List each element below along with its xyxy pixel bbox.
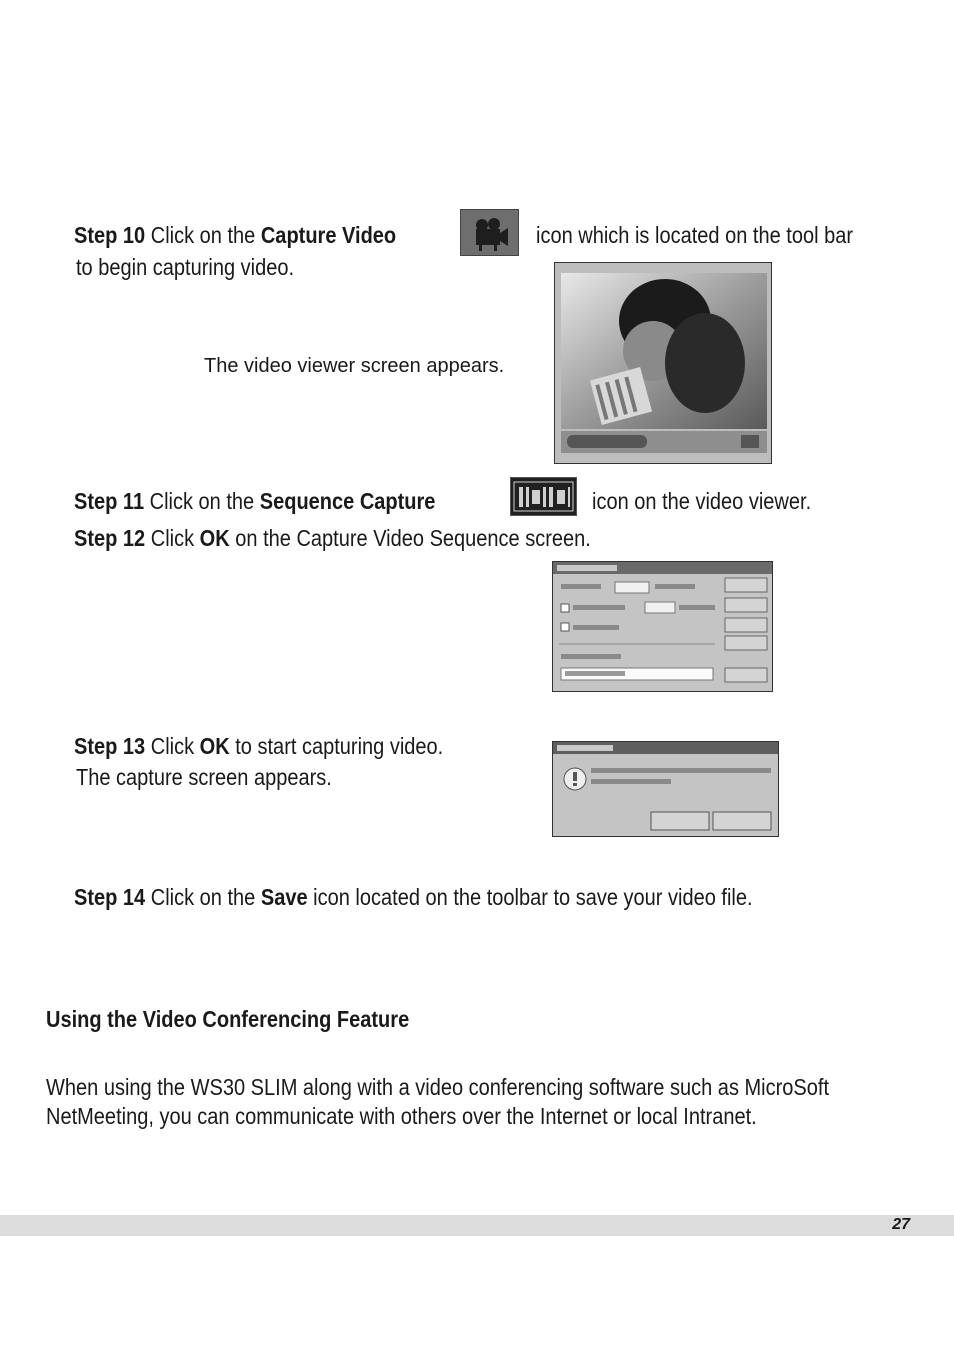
- step13-bold: OK: [199, 733, 230, 759]
- step14-line: [74, 883, 753, 911]
- step13-line2: The capture screen appears.: [76, 764, 332, 790]
- viewer-caption: The video viewer screen appears.: [204, 355, 505, 377]
- step11-line: [74, 487, 435, 515]
- page-number: 27: [892, 1216, 910, 1233]
- step10-label: Step 10: [74, 222, 146, 248]
- step11-text2: icon on the video viewer.: [592, 488, 812, 514]
- capture-prompt-dialog-screenshot: [552, 741, 779, 837]
- step12-line: [74, 524, 591, 552]
- section-heading: Using the Video Conferencing Feature: [46, 1006, 410, 1032]
- step11-label: Step 11: [74, 488, 145, 514]
- step10-line2: to begin capturing video.: [76, 254, 295, 280]
- step13-text1: Click: [145, 733, 200, 759]
- capture-sequence-dialog-screenshot: [552, 561, 773, 692]
- sequence-capture-icon: [510, 477, 577, 516]
- step14-text1: Click on the: [145, 884, 261, 910]
- step12-bold: OK: [199, 525, 230, 551]
- video-camera-icon: [460, 209, 519, 256]
- step14-text2: icon located on the toolbar to save your video file.: [307, 884, 753, 910]
- step13-line1: [74, 732, 443, 760]
- step13-text2: to start capturing video.: [229, 733, 444, 759]
- step12-label: Step 12: [74, 525, 146, 551]
- step11-text1: Click on the: [144, 488, 260, 514]
- step10-bold: Capture Video: [260, 222, 397, 248]
- step10-text2: icon which is located on the tool bar: [536, 222, 854, 248]
- step10-text1: Click on the: [145, 222, 261, 248]
- step12-text2: on the Capture Video Sequence screen.: [229, 525, 591, 551]
- section-paragraph-line1: When using the WS30 SLIM along with a video conferencing software such as MicroSoft: [46, 1074, 830, 1100]
- step14-label: Step 14: [74, 884, 146, 910]
- step11-bold: Sequence Capture: [259, 488, 436, 514]
- step14-bold: Save: [260, 884, 308, 910]
- step10-line1: [74, 221, 396, 249]
- footer-bar: [0, 1215, 954, 1236]
- section-paragraph-line2: NetMeeting, you can communicate with others over the Internet or local Intranet.: [46, 1103, 757, 1129]
- step12-text1: Click: [145, 525, 200, 551]
- step13-label: Step 13: [74, 733, 146, 759]
- video-viewer-screenshot: [554, 262, 772, 464]
